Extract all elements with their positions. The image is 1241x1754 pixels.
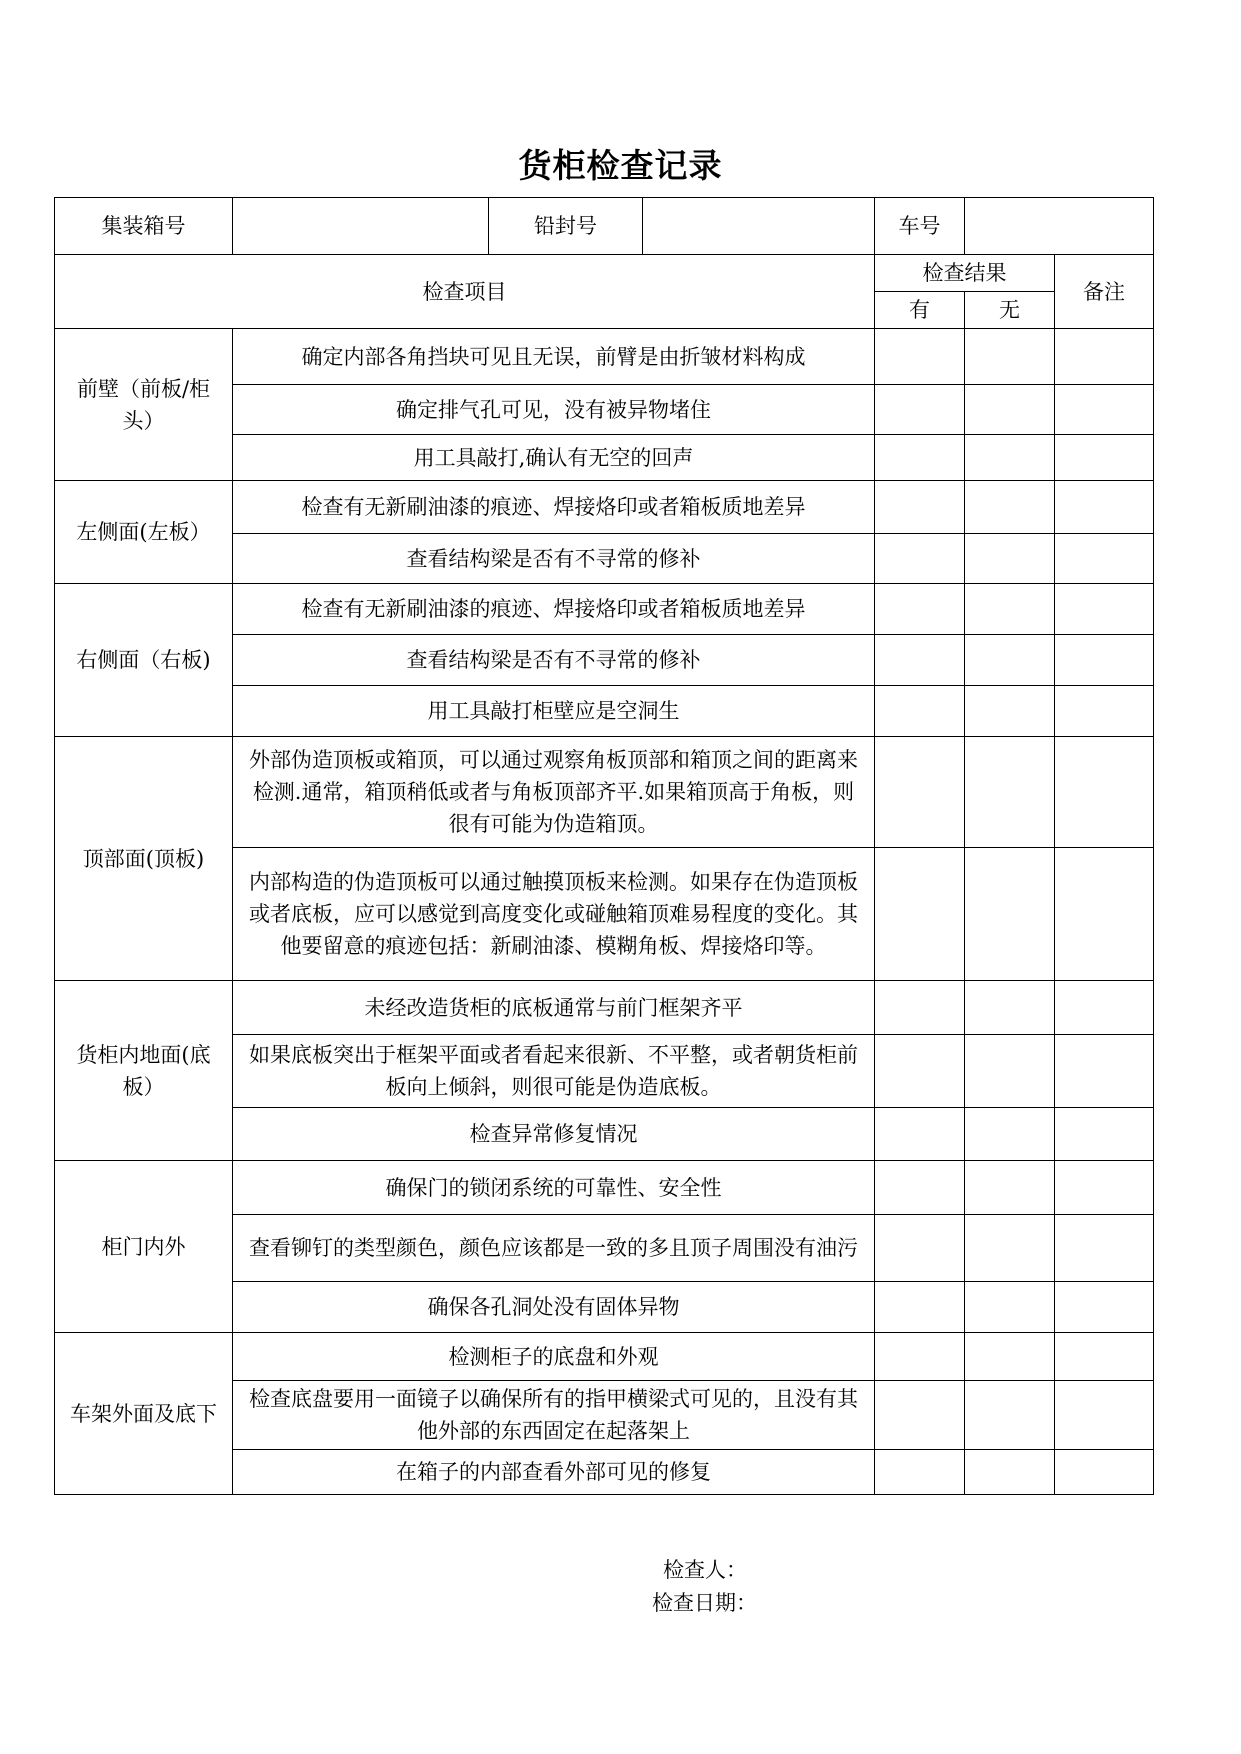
- column-header-row: [55, 255, 1154, 292]
- check-item-text: 检查异常修复情况: [233, 1108, 875, 1161]
- check-item-text: 如果底板突出于框架平面或者看起来很新、不平整，或者朝货柜前板向上倾斜，则很可能是伪造底板。: [233, 1035, 875, 1108]
- remarks-cell[interactable]: [1055, 435, 1154, 481]
- result-no-cell[interactable]: [965, 635, 1055, 686]
- check-item-text: 检查底盘要用一面镜子以确保所有的指甲横梁式可见的，且没有其他外部的东西固定在起落架上: [233, 1381, 875, 1450]
- table-row: [55, 737, 1154, 848]
- result-yes-cell[interactable]: [875, 737, 965, 848]
- check-item-text: 查看结构梁是否有不寻常的修补: [233, 635, 875, 686]
- section-label: 左侧面(左板）: [55, 481, 233, 584]
- result-no-cell[interactable]: [965, 1381, 1055, 1450]
- column-header-remarks: 备注: [1055, 255, 1154, 329]
- table-row: [55, 584, 1154, 635]
- result-no-cell[interactable]: [965, 329, 1055, 385]
- result-yes-cell[interactable]: [875, 686, 965, 737]
- check-item-text: 内部构造的伪造顶板可以通过触摸顶板来检测。如果存在伪造顶板或者底板，应可以感觉到高度变化或碰触箱顶难易程度的变化。其他要留意的痕迹包括：新刷油漆、模糊角板、焊接烙印等。: [233, 848, 875, 981]
- result-yes-cell[interactable]: [875, 329, 965, 385]
- remarks-cell[interactable]: [1055, 1161, 1154, 1215]
- remarks-cell[interactable]: [1055, 329, 1154, 385]
- remarks-cell[interactable]: [1055, 686, 1154, 737]
- remarks-cell[interactable]: [1055, 1381, 1154, 1450]
- result-no-cell[interactable]: [965, 1450, 1055, 1495]
- vehicle-no-field[interactable]: [965, 198, 1154, 255]
- section-label: 右侧面（右板): [55, 584, 233, 737]
- section-label: 前壁（前板/柜头）: [55, 329, 233, 481]
- check-item-text: 查看铆钉的类型颜色，颜色应该都是一致的多且顶子周围没有油污: [233, 1215, 875, 1282]
- result-no-cell[interactable]: [965, 534, 1055, 584]
- remarks-cell[interactable]: [1055, 1108, 1154, 1161]
- check-item-text: 检查有无新刷油漆的痕迹、焊接烙印或者箱板质地差异: [233, 481, 875, 534]
- inspector-label: 检查人：: [663, 1558, 747, 1582]
- remarks-cell[interactable]: [1055, 737, 1154, 848]
- sections-body: [55, 329, 1154, 1495]
- result-no-cell[interactable]: [965, 1215, 1055, 1282]
- result-no-cell[interactable]: [965, 737, 1055, 848]
- table-row: [55, 1333, 1154, 1381]
- result-yes-cell[interactable]: [875, 481, 965, 534]
- result-yes-cell[interactable]: [875, 1035, 965, 1108]
- seal-no-field[interactable]: [643, 198, 875, 255]
- column-header-yes: 有: [875, 292, 965, 329]
- table-row: [55, 329, 1154, 385]
- remarks-cell[interactable]: [1055, 584, 1154, 635]
- result-no-cell[interactable]: [965, 584, 1055, 635]
- remarks-cell[interactable]: [1055, 481, 1154, 534]
- remarks-cell[interactable]: [1055, 848, 1154, 981]
- check-item-text: 确保门的锁闭系统的可靠性、安全性: [233, 1161, 875, 1215]
- remarks-cell[interactable]: [1055, 1282, 1154, 1333]
- result-no-cell[interactable]: [965, 1161, 1055, 1215]
- container-no-label: 集装箱号: [55, 198, 233, 255]
- result-yes-cell[interactable]: [875, 584, 965, 635]
- check-item-text: 确定排气孔可见，没有被异物堵住: [233, 385, 875, 435]
- table-row: [55, 1161, 1154, 1215]
- result-no-cell[interactable]: [965, 435, 1055, 481]
- result-yes-cell[interactable]: [875, 1215, 965, 1282]
- result-no-cell[interactable]: [965, 981, 1055, 1035]
- result-yes-cell[interactable]: [875, 385, 965, 435]
- result-yes-cell[interactable]: [875, 848, 965, 981]
- result-yes-cell[interactable]: [875, 1381, 965, 1450]
- remarks-cell[interactable]: [1055, 385, 1154, 435]
- column-header-no: 无: [965, 292, 1055, 329]
- column-header-item: 检查项目: [55, 255, 875, 329]
- result-no-cell[interactable]: [965, 686, 1055, 737]
- check-item-text: 未经改造货柜的底板通常与前门框架齐平: [233, 981, 875, 1035]
- section-label: 货柜内地面(底板）: [55, 981, 233, 1161]
- inspection-table: [54, 197, 1154, 1495]
- check-item-text: 外部伪造顶板或箱顶，可以通过观察角板顶部和箱顶之间的距离来检测.通常，箱顶稍低或者与角板顶部齐平.如果箱顶高于角板，则很有可能为伪造箱顶。: [233, 737, 875, 848]
- table-row: [55, 981, 1154, 1035]
- result-yes-cell[interactable]: [875, 1450, 965, 1495]
- remarks-cell[interactable]: [1055, 981, 1154, 1035]
- result-yes-cell[interactable]: [875, 635, 965, 686]
- result-yes-cell[interactable]: [875, 1282, 965, 1333]
- inspection-date-label: 检查日期：: [652, 1591, 757, 1615]
- remarks-cell[interactable]: [1055, 1035, 1154, 1108]
- result-no-cell[interactable]: [965, 1333, 1055, 1381]
- result-no-cell[interactable]: [965, 481, 1055, 534]
- seal-no-label: 铅封号: [489, 198, 643, 255]
- result-no-cell[interactable]: [965, 1108, 1055, 1161]
- remarks-cell[interactable]: [1055, 635, 1154, 686]
- check-item-text: 检测柜子的底盘和外观: [233, 1333, 875, 1381]
- page-title: 货柜检查记录: [518, 146, 723, 185]
- table-row: [55, 481, 1154, 534]
- header-row: [55, 198, 1154, 255]
- result-no-cell[interactable]: [965, 1035, 1055, 1108]
- check-item-text: 用工具敲打柜壁应是空洞生: [233, 686, 875, 737]
- section-label: 车架外面及底下: [55, 1333, 233, 1495]
- remarks-cell[interactable]: [1055, 1333, 1154, 1381]
- column-header-result: 检查结果: [875, 255, 1055, 292]
- result-no-cell[interactable]: [965, 848, 1055, 981]
- check-item-text: 用工具敲打,确认有无空的回声: [233, 435, 875, 481]
- result-no-cell[interactable]: [965, 1282, 1055, 1333]
- result-yes-cell[interactable]: [875, 1161, 965, 1215]
- remarks-cell[interactable]: [1055, 1215, 1154, 1282]
- section-label: 柜门内外: [55, 1161, 233, 1333]
- result-yes-cell[interactable]: [875, 1108, 965, 1161]
- check-item-text: 查看结构梁是否有不寻常的修补: [233, 534, 875, 584]
- result-no-cell[interactable]: [965, 385, 1055, 435]
- vehicle-no-label: 车号: [875, 198, 965, 255]
- check-item-text: 在箱子的内部查看外部可见的修复: [233, 1450, 875, 1495]
- result-yes-cell[interactable]: [875, 435, 965, 481]
- remarks-cell[interactable]: [1055, 534, 1154, 584]
- check-item-text: 确定内部各角挡块可见且无误，前臂是由折皱材料构成: [233, 329, 875, 385]
- container-no-field[interactable]: [233, 198, 489, 255]
- section-label: 顶部面(顶板): [55, 737, 233, 981]
- result-yes-cell[interactable]: [875, 1333, 965, 1381]
- check-item-text: 确保各孔洞处没有固体异物: [233, 1282, 875, 1333]
- check-item-text: 检查有无新刷油漆的痕迹、焊接烙印或者箱板质地差异: [233, 584, 875, 635]
- remarks-cell[interactable]: [1055, 1450, 1154, 1495]
- result-yes-cell[interactable]: [875, 981, 965, 1035]
- result-yes-cell[interactable]: [875, 534, 965, 584]
